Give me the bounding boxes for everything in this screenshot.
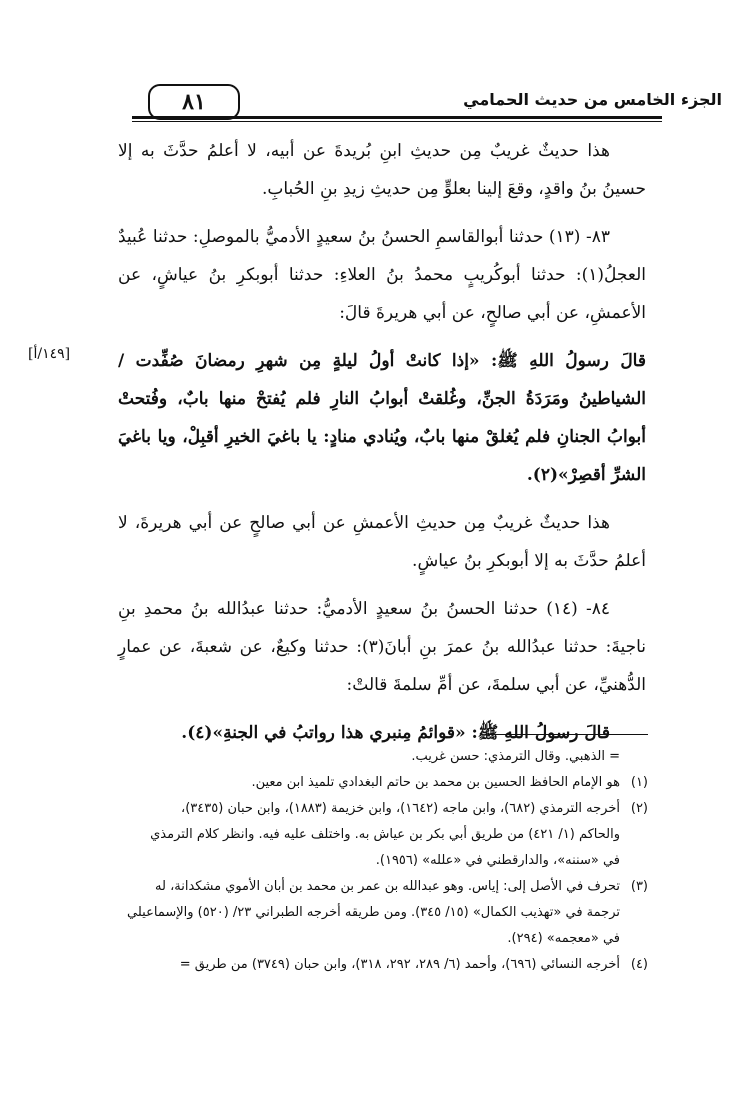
hadith-text: قالَ رسولُ اللهِ ﷺ: «إذا كانتْ أولُ ليلةٍ مِن شهرِ رمضانَ صُفِّدت / الشياطينُ ومَرَدَةُ الجنِّ، وغُلقتْ أبوابُ النارِ فلم يُفتحْ منها بابٌ، وفُتحتْ أبوابُ الجنانِ فلم يُغلقْ منها بابٌ، ويُنادي منادٍ: يا باغيَ الخيرِ أقبِلْ، ويا باغيَ الشرِّ أقصِرْ»(٢). [118, 351, 646, 485]
footnote-number: (٤) [630, 957, 648, 972]
footnote [106, 874, 648, 900]
footnote-text-line: في «معجمه» (٢٩٤). [507, 931, 620, 946]
footnote-separator [488, 734, 648, 735]
main-text [118, 132, 646, 762]
paragraph: ٨٤- (١٤) حدثنا الحسنُ بنُ سعيدٍ الأدميُّ: حدثنا عبدُالله بنُ محمدِ بنِ ناجيةَ: حدثنا عبدُالله بنُ عمرَ بنِ أبانَ(٣): حدثنا وكيعٌ، عن شعبةَ، عن عمارٍ الدُّهنيِّ، عن أبي سلمةَ، عن أمِّ سلمةَ قالتْ: [118, 599, 646, 695]
footnote-text-line: ترجمة في «تهذيب الكمال» (١٥/ ٣٤٥). ومن طريقه أخرجه الطبراني ٢٣/ (٥٢٠) والإسماعيلي [127, 905, 620, 920]
paragraph: هذا حديثٌ غريبٌ مِن حديثِ الأعمشِ عن أبي صالحٍ عن أبي هريرةَ، لا أعلمُ حدَّثَ به إلا أبوبكرِ بنُ عياشٍ. [118, 513, 646, 571]
footnote-continuation: = الذهبي. وقال الترمذي: حسن غريب. [411, 749, 620, 764]
page-header [108, 80, 748, 120]
footnote [106, 952, 648, 978]
hadith-text: قالَ رسولُ اللهِ ﷺ: «قوائمُ مِنبري هذا رواتبُ في الجنةِ»(٤). [181, 723, 610, 743]
paragraph: هذا حديثٌ غريبٌ مِن حديثِ ابنِ بُريدةَ عن أبيه، لا أعلمُ حدَّثَ به إلا حسينُ بنُ واقدٍ، وقعَ إلينا بعلوٍّ مِن حديثِ زيدِ بنِ الحُبابِ. [118, 141, 646, 199]
running-title: الجزء الخامس من حديث الحمامي [463, 90, 722, 109]
footnote-text: أخرجه الترمذي (٦٨٢)، وابن ماجه (١٦٤٢)، وابن خزيمة (١٨٨٣)، وابن حبان (٣٤٣٥)، [181, 801, 620, 816]
footnote [106, 770, 648, 796]
paragraph: ٨٣- (١٣) حدثنا أبوالقاسمِ الحسنُ بنُ سعيدٍ الأدميُّ بالموصلِ: حدثنا عُبيدٌ العجلُ(١): حدثنا أبوكُريبٍ محمدُ بنُ العلاءِ: حدثنا أبوبكرِ بنُ عياشٍ، عن الأعمشِ، عن أبي صالحٍ، عن أبي هريرةَ قالَ: [118, 227, 646, 323]
footnote [106, 796, 648, 822]
footnote-number: (٢) [630, 801, 648, 816]
footnotes [106, 744, 648, 978]
header-rule-thin [132, 121, 662, 122]
footnote-number: (٣) [630, 879, 648, 894]
footnote-text: هو الإمام الحافظ الحسين بن محمد بن حاتم البغدادي تلميذ ابن معين. [251, 775, 620, 790]
footnote-number: (١) [630, 775, 648, 790]
page-number: ٨١ [148, 84, 240, 120]
footnote-text-line: في «سننه»، والدارقطني في «علله» (١٩٥٦). [375, 853, 620, 868]
footnote-text: أخرجه النسائي (٦٩٦)، وأحمد (٦/ ٢٨٩، ٢٩٢، ٣١٨)، وابن حبان (٣٧٤٩) من طريق = [179, 957, 620, 972]
header-rule [132, 116, 662, 119]
footnote-text-line: والحاكم (١/ ٤٢١) من طريق أبي بكر بن عياش به. واختلف عليه فيه. وانظر كلام الترمذي [150, 827, 620, 842]
footnote-text: تحرف في الأصل إلى: إياس. وهو عبدالله بن عمر بن محمد بن أبان الأموي مشكدانة، له [155, 879, 620, 894]
manuscript-folio-ref: [١٤٩/أ] [28, 346, 71, 362]
